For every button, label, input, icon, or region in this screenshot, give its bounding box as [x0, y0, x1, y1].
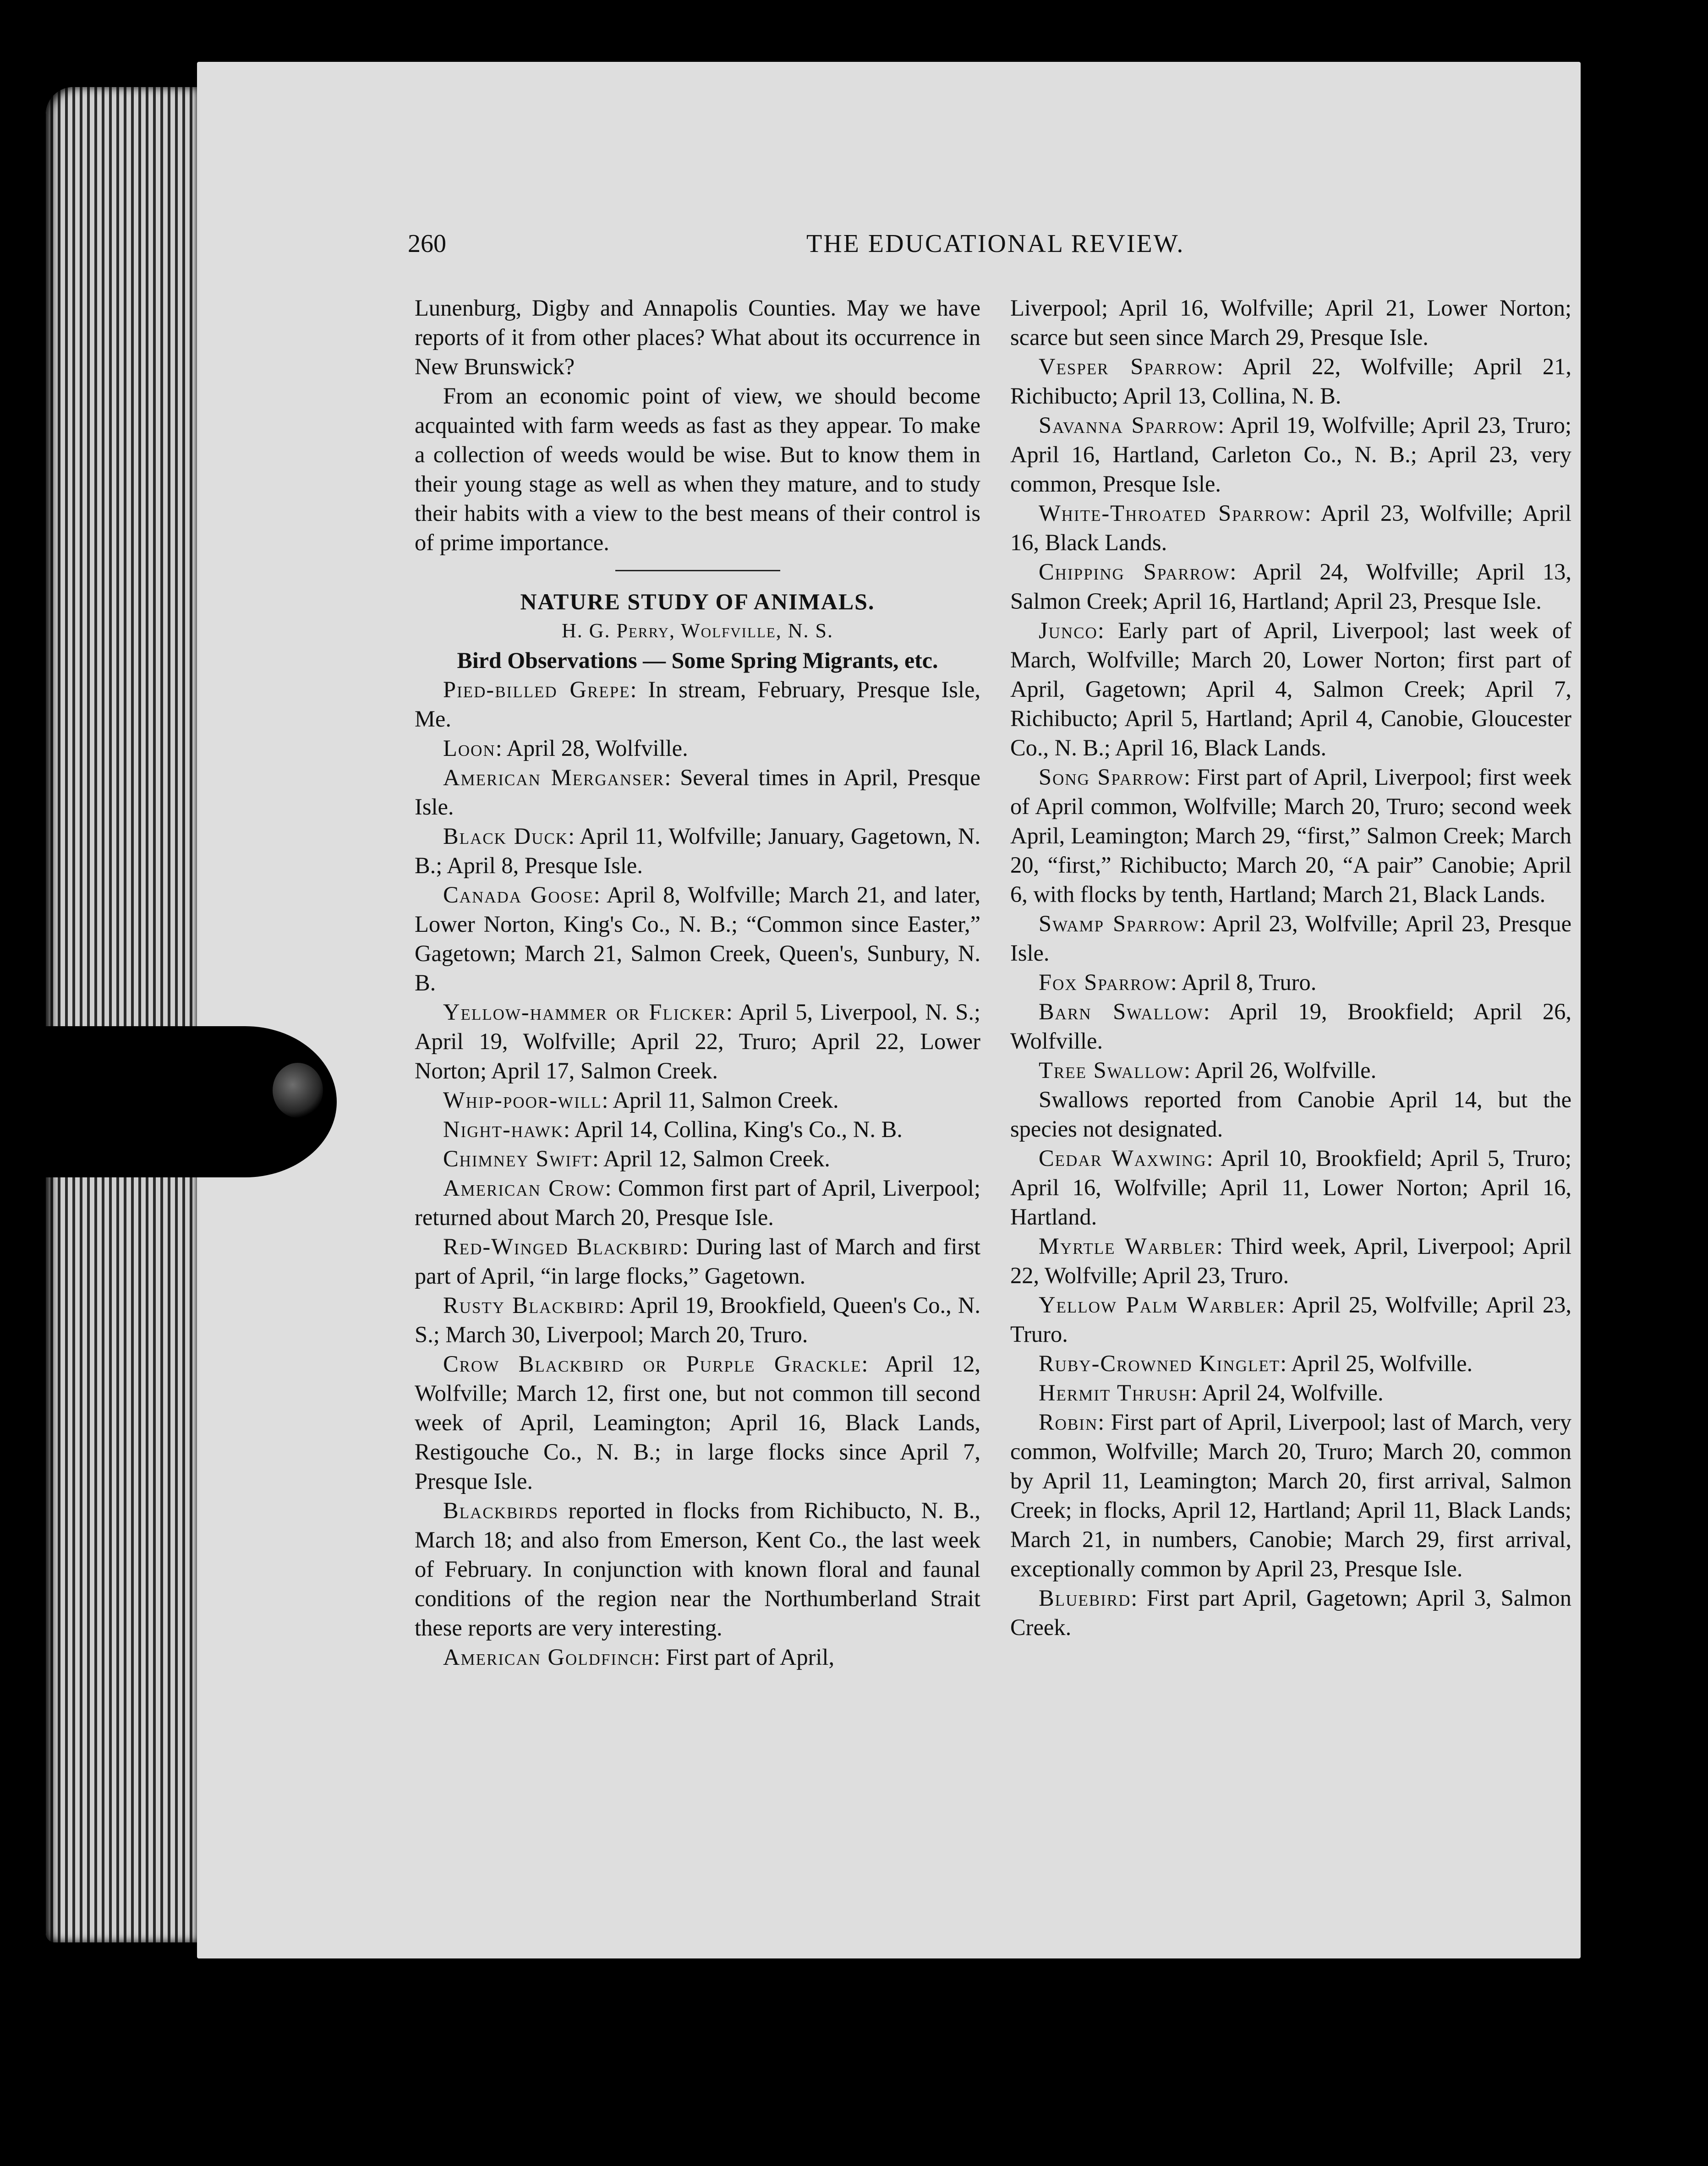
bird-name: Canada Goose — [443, 882, 594, 908]
bird-entry — [1010, 1085, 1571, 1143]
bird-entry — [1010, 1407, 1571, 1583]
bird-name: Robin — [1039, 1409, 1098, 1435]
bird-observation: : April 14, Collina, King's Co., N. B. — [563, 1116, 903, 1142]
bird-entry — [1010, 498, 1571, 557]
bird-name: Red-Winged Blackbird — [443, 1234, 683, 1259]
article-subhead: Bird Observations — Some Spring Migrants, etc. — [457, 647, 938, 673]
bird-name: Tree Swallow — [1039, 1057, 1184, 1083]
bird-name: White-Throated Sparrow — [1039, 500, 1305, 526]
bird-entry — [415, 1496, 980, 1642]
bird-name: Cedar Waxwing — [1039, 1145, 1207, 1171]
bird-name: Hermit Thrush — [1039, 1380, 1191, 1406]
bird-observation: : April 19, Brookfield, Queen's Co., N. S.; March 30, Liverpool; March 20, Truro. — [415, 1292, 980, 1347]
bird-observation: : April 11, Wolfville; January, Gagetown, N. B.; April 8, Presque Isle. — [415, 823, 980, 878]
left-column — [415, 293, 980, 1672]
continued-entry-text: Liverpool; April 16, Wolfville; April 21, Lower Norton; scarce but seen since March 29, Presque Isle. — [1010, 295, 1571, 350]
bird-observation: : April 5, Liverpool, N. S.; April 19, Wolfville; April 22, Truro; April 22, Lower Norton; April 17, Salmon Creek. — [415, 999, 980, 1083]
bird-entry — [1010, 616, 1571, 762]
bird-name: American Crow — [443, 1175, 605, 1201]
bird-entry — [1010, 909, 1571, 968]
bird-entry — [1010, 557, 1571, 616]
finger-shadow — [0, 1026, 337, 1177]
right-entries-list — [1010, 352, 1571, 1642]
bird-name: American Goldfinch — [443, 1644, 654, 1670]
bird-observation: : April 24, Wolfville. — [1191, 1380, 1384, 1406]
bird-name: Fox Sparrow — [1039, 969, 1171, 995]
journal-title: THE EDUCATIONAL REVIEW. — [806, 230, 1185, 258]
bird-entry — [1010, 410, 1571, 498]
bird-entry — [415, 1085, 980, 1115]
left-entries-list — [415, 675, 980, 1672]
bird-observation: : Early part of April, Liverpool; last week of March, Wolfville; March 20, Lower Norton; first part of April, Gagetown; April 4, Salmon Creek; April 7, Richibucto; April 5, Hartland; April 4, Canobie, Gloucester Co., N. B.; April 16, Black Lands. — [1010, 618, 1571, 760]
right-column — [1010, 293, 1571, 1642]
bird-observation: : In stream, February, Presque Isle, Me. — [415, 677, 980, 732]
bird-observation: : April 26, Wolfville. — [1184, 1057, 1377, 1083]
scan-border — [1581, 60, 1708, 1961]
article-title: NATURE STUDY OF ANIMALS. — [520, 589, 875, 614]
bird-entry — [1010, 997, 1571, 1056]
bird-name: Black Duck — [443, 823, 569, 849]
bird-name: Vesper Sparrow — [1039, 354, 1217, 379]
bird-observation: : April 23, Wolfville; April 23, Presque Isle. — [1010, 911, 1571, 966]
bird-entry — [1010, 1290, 1571, 1349]
bird-name: Myrtle Warbler — [1039, 1233, 1216, 1259]
bird-entry — [415, 1115, 980, 1144]
bird-entry — [1010, 1231, 1571, 1290]
bird-observation: : April 25, Wolfville; April 23, Truro. — [1010, 1292, 1571, 1347]
bird-entry — [415, 1291, 980, 1349]
bird-name: Junco — [1039, 618, 1098, 643]
bird-entry — [415, 821, 980, 880]
bird-observation: : First part of April, Liverpool; first week of April common, Wolfville; March 20, Truro; second week April, Leamington; March 29, “first,” Salmon Creek; March 20, “first,” Richibucto; March 20, “A pair” Canobie; April 6, with flocks by tenth, Hartland; March 21, Black Lands. — [1010, 764, 1571, 907]
bird-observation: Swallows reported from Canobie April 14, but the species not designated. — [1010, 1087, 1571, 1142]
bird-observation: : First part of April, — [653, 1644, 835, 1670]
bird-name: Bluebird — [1039, 1585, 1131, 1611]
bird-observation: : First part of April, Liverpool; last of March, very common, Wolfville; March 20, Truro; March 20, common by April 11, Leamington; March 20, first arrival, Salmon Creek; in flocks, April 12, Hartland; April 11, Black Lands; March 21, in numbers, Canobie; March 29, first arrival, exceptionally common by April 23, Presque Isle. — [1010, 1409, 1571, 1581]
bird-entry — [1010, 1143, 1571, 1231]
bird-entry — [1010, 1349, 1571, 1378]
bird-observation: : April 24, Wolfville; April 13, Salmon Creek; April 16, Hartland; April 23, Presque Isle. — [1010, 559, 1571, 614]
bird-entry — [415, 1232, 980, 1291]
bird-entry — [1010, 762, 1571, 909]
running-head — [408, 229, 1571, 261]
bird-entry — [415, 733, 980, 763]
bird-observation: : Common first part of April, Liverpool; returned about March 20, Presque Isle. — [415, 1175, 980, 1230]
bird-entry — [415, 1173, 980, 1232]
bird-observation: : Third week, April, Liverpool; April 22, Wolfville; April 23, Truro. — [1010, 1233, 1571, 1288]
bird-name: Whip-poor-will — [443, 1087, 602, 1113]
bird-entry — [415, 1642, 980, 1672]
bird-entry — [415, 880, 980, 997]
bird-entry — [1010, 1056, 1571, 1085]
bird-entry — [415, 1144, 980, 1173]
article-byline: H. G. Perry, Wolfville, N. S. — [561, 619, 834, 642]
bird-observation: : Several times in April, Presque Isle. — [415, 765, 981, 820]
bird-observation: : April 8, Truro. — [1170, 969, 1317, 995]
book-page-edges — [46, 87, 211, 1942]
bird-name: Yellow Palm Warbler — [1039, 1292, 1279, 1318]
bird-observation: : April 12, Salmon Creek. — [592, 1146, 830, 1171]
bird-observation: : April 28, Wolfville. — [495, 735, 688, 761]
bird-entry — [415, 675, 980, 733]
bird-observation: reported in flocks from Richibucto, N. B., March 18; and also from Emerson, Kent Co., the last week of February. In conjunction with known floral and faunal conditions of the region near the Northumberland Strait these reports are very interesting. — [415, 1498, 980, 1641]
bird-name: Savanna Sparrow — [1039, 412, 1218, 438]
bird-entry — [415, 763, 980, 821]
bird-observation: : April 11, Salmon Creek. — [602, 1087, 839, 1113]
bird-observation: : First part April, Gagetown; April 3, Salmon Creek. — [1010, 1585, 1571, 1640]
bird-entry — [1010, 352, 1571, 410]
bird-name: Blackbirds — [443, 1498, 559, 1523]
bird-name: Crow Blackbird or Purple Grackle — [443, 1351, 862, 1377]
bird-name: Chipping Sparrow — [1039, 559, 1230, 585]
bird-entry — [415, 1349, 980, 1496]
bird-observation: : April 8, Wolfville; March 21, and later, Lower Norton, King's Co., N. B.; “Common since Easter,” Gagetown; March 21, Salmon Creek, Queen's, Sunbury, N. B. — [415, 882, 980, 995]
bird-name: Swamp Sparrow — [1039, 911, 1199, 936]
bird-observation: : April 19, Brookfield; April 26, Wolfville. — [1010, 999, 1571, 1054]
bird-entry — [1010, 1583, 1571, 1642]
page-number: 260 — [408, 230, 446, 258]
section-divider — [615, 570, 780, 571]
bird-name: Rusty Blackbird — [443, 1292, 618, 1318]
bird-observation: : April 22, Wolfville; April 21, Richibucto; April 13, Collina, N. B. — [1010, 354, 1571, 409]
bird-name: Barn Swallow — [1039, 999, 1204, 1024]
bird-entry — [415, 997, 980, 1085]
intro-paragraph-1: Lunenburg, Digby and Annapolis Counties. May we have reports of it from other places? What about its occurrence in New Brunswick? — [415, 295, 980, 379]
bird-name: Night-hawk — [443, 1116, 564, 1142]
bird-observation: : During last of March and first part of April, “in large flocks,” Gagetown. — [415, 1234, 981, 1289]
bird-name: American Merganser — [443, 765, 665, 790]
bird-name: Yellow-hammer or Flicker — [443, 999, 726, 1025]
bird-observation: : April 19, Wolfville; April 23, Truro; April 16, Hartland, Carleton Co., N. B.; April 23, very common, Presque Isle. — [1010, 412, 1571, 497]
bird-observation: : April 23, Wolfville; April 16, Black Lands. — [1010, 500, 1571, 555]
bird-observation: : April 10, Brookfield; April 5, Truro; April 16, Wolfville; April 11, Lower Norton; April 16, Hartland. — [1010, 1145, 1571, 1230]
bird-entry — [1010, 968, 1571, 997]
intro-paragraph-2: From an economic point of view, we should become acquainted with farm weeds as fast as they appear. To make a collection of weeds would be wise. But to know them in their young stage as well as when they mature, and to study their habits with a view to the best means of their control is of prime importance. — [415, 383, 980, 555]
bird-entry — [1010, 1378, 1571, 1407]
bird-name: Chimney Swift — [443, 1146, 592, 1171]
bird-observation: : April 25, Wolfville. — [1280, 1351, 1473, 1376]
bird-name: Song Sparrow — [1039, 764, 1184, 790]
bird-name: Loon — [443, 735, 496, 761]
bird-observation: : April 12, Wolfville; March 12, first one, but not common till second week of April, Leamington; April 16, Black Lands, Restigouche Co., N. B.; in large flocks since April 7, Presque Isle. — [415, 1351, 980, 1494]
bird-name: Pied-billed Grepe — [443, 677, 630, 702]
bird-name: Ruby-Crowned Kinglet — [1039, 1351, 1281, 1376]
